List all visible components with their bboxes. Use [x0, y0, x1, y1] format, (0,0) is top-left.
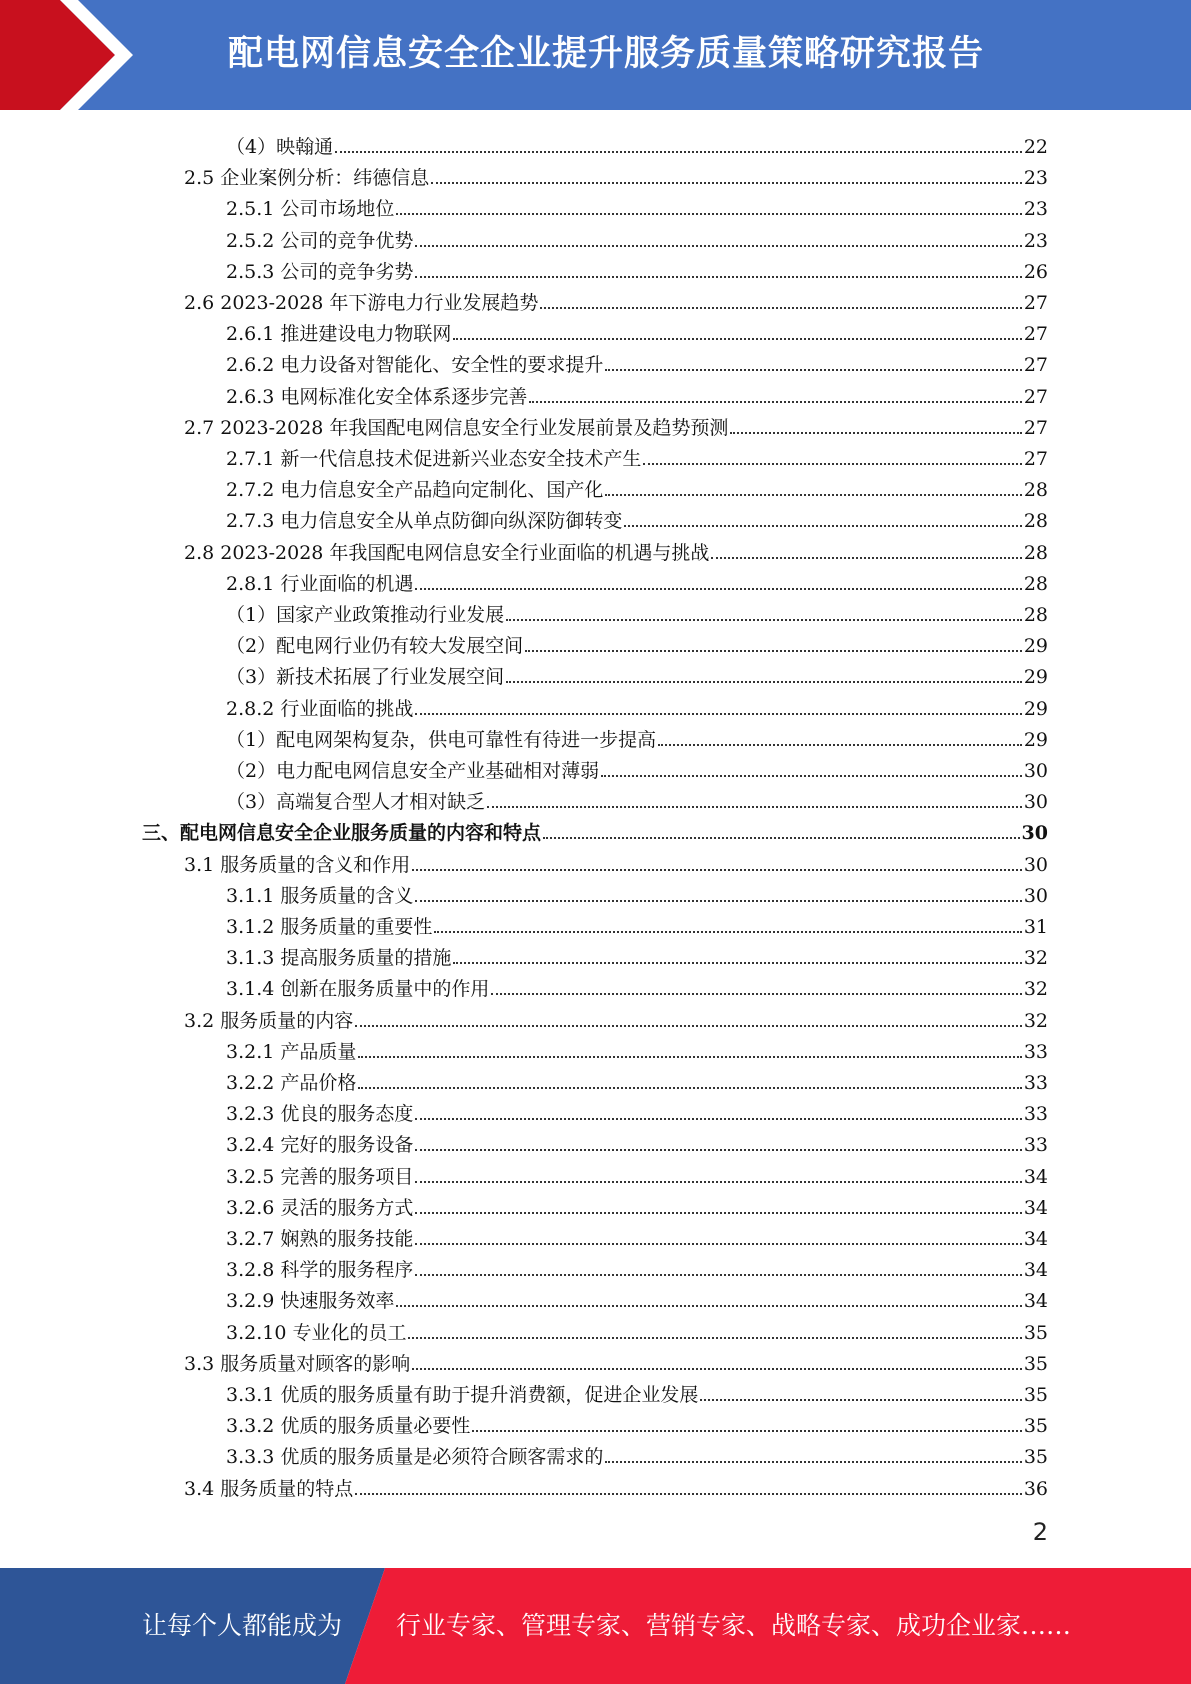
- toc-entry-label: 3.4 服务质量的特点: [184, 1477, 354, 1500]
- toc-entry-page: 28: [1023, 541, 1048, 564]
- toc-entry[interactable]: [226, 502, 1048, 533]
- toc-entry[interactable]: [226, 190, 1048, 221]
- toc-entry[interactable]: [226, 939, 1048, 970]
- toc-entry-page: 35: [1023, 1415, 1048, 1438]
- toc-entry-label: 2.7 2023-2028 年我国配电网信息安全行业发展前景及趋势预测: [184, 416, 729, 439]
- toc-entry-label: 3.2.9 快速服务效率: [226, 1290, 395, 1313]
- toc-entry[interactable]: [226, 253, 1048, 284]
- toc-dot-leader: [358, 1087, 1021, 1089]
- toc-entry-label: 3.2.2 产品价格: [226, 1072, 357, 1094]
- toc-dot-leader: [453, 338, 1021, 340]
- toc-entry[interactable]: [226, 1438, 1048, 1469]
- toc-dot-leader: [605, 369, 1021, 371]
- toc-entry-label: 2.7.2 电力信息安全产品趋向定制化、国产化: [226, 479, 604, 502]
- toc-entry[interactable]: [226, 908, 1048, 939]
- toc-entry[interactable]: [226, 1282, 1048, 1313]
- toc-entry-label: 3.1.4 创新在服务质量中的作用: [226, 978, 490, 1001]
- toc-entry-page: 34: [1023, 1259, 1048, 1282]
- toc-entry-page: 35: [1023, 1446, 1048, 1469]
- toc-entry-page: 27: [1023, 385, 1048, 408]
- toc-entry-page: 34: [1023, 1196, 1048, 1219]
- toc-entry-label: （1）国家产业政策推动行业发展: [226, 604, 505, 626]
- toc-entry[interactable]: [142, 814, 1048, 845]
- toc-dot-leader: [601, 775, 1022, 777]
- toc-entry-label: 3.2.10 专业化的员工: [226, 1321, 407, 1344]
- toc-dot-leader: [643, 463, 1021, 465]
- toc-entry-label: 2.6 2023-2028 年下游电力行业发展趋势: [184, 292, 539, 314]
- toc-entry-label: 3.2.1 产品质量: [226, 1040, 357, 1063]
- toc-entry-label: 3.1.1 服务质量的含义: [226, 884, 414, 907]
- toc-entry[interactable]: [226, 690, 1048, 721]
- toc-entry[interactable]: [226, 1251, 1048, 1282]
- toc-entry-page: 23: [1023, 229, 1048, 252]
- toc-entry-page: 30: [1023, 791, 1048, 814]
- toc-dot-leader: [543, 837, 1020, 839]
- toc-entry-page: 27: [1023, 448, 1048, 470]
- toc-entry[interactable]: [226, 222, 1048, 253]
- toc-dot-leader: [415, 1243, 1021, 1245]
- toc-dot-leader: [658, 744, 1022, 746]
- toc-entry[interactable]: [226, 440, 1048, 471]
- toc-entry-label: 3.2.4 完好的服务设备: [226, 1134, 414, 1157]
- toc-dot-leader: [605, 494, 1021, 496]
- toc-entry-page: 29: [1023, 666, 1048, 689]
- toc-entry-label: 3.2.3 优良的服务态度: [226, 1103, 414, 1126]
- toc-dot-leader: [415, 900, 1021, 902]
- toc-entry-page: 32: [1023, 947, 1048, 970]
- page-footer: [0, 1568, 1191, 1684]
- toc-dot-leader: [415, 713, 1021, 715]
- toc-entry[interactable]: [226, 877, 1048, 908]
- toc-dot-leader: [415, 276, 1021, 278]
- toc-entry-label: 2.8.1 行业面临的机遇: [226, 572, 414, 595]
- toc-entry-page: 22: [1023, 136, 1048, 158]
- toc-dot-leader: [358, 1056, 1021, 1058]
- toc-dot-leader: [506, 619, 1022, 621]
- toc-dot-leader: [529, 401, 1021, 403]
- toc-entry-label: 2.7.3 电力信息安全从单点防御向纵深防御转变: [226, 510, 623, 533]
- toc-dot-leader: [472, 1430, 1021, 1432]
- toc-entry[interactable]: [184, 284, 1048, 315]
- toc-entry[interactable]: [226, 721, 1048, 752]
- toc-entry-page: 33: [1023, 1134, 1048, 1157]
- toc-dot-leader: [355, 1493, 1022, 1495]
- toc-entry-label: 3.3.3 优质的服务质量是必须符合顾客需求的: [226, 1446, 604, 1469]
- toc-entry-label: 3.3 服务质量对顾客的影响: [184, 1352, 411, 1375]
- toc-entry[interactable]: [226, 658, 1048, 689]
- toc-entry-page: 34: [1023, 1228, 1048, 1250]
- toc-entry[interactable]: [184, 409, 1048, 440]
- toc-entry-label: 2.6.3 电网标准化安全体系逐步完善: [226, 385, 528, 408]
- toc-entry-label: 2.7.1 新一代信息技术促进新兴业态安全技术产生: [226, 448, 642, 470]
- toc-dot-leader: [396, 1305, 1021, 1307]
- toc-entry-page: 35: [1023, 1352, 1048, 1375]
- toc-entry[interactable]: [226, 1376, 1048, 1407]
- toc-dot-leader: [408, 1337, 1021, 1339]
- toc-entry[interactable]: [226, 783, 1048, 814]
- toc-entry[interactable]: [184, 1470, 1048, 1501]
- toc-entry[interactable]: [226, 970, 1048, 1001]
- toc-dot-leader: [412, 1368, 1022, 1370]
- toc-entry-page: 34: [1023, 1290, 1048, 1313]
- toc-entry-page: 30: [1023, 853, 1048, 876]
- toc-dot-leader: [540, 307, 1021, 309]
- toc-dot-leader: [412, 869, 1022, 871]
- toc-entry-page: 23: [1023, 167, 1048, 190]
- toc-entry-page: 26: [1023, 260, 1048, 283]
- report-title: 配电网信息安全企业提升服务质量策略研究报告: [228, 34, 985, 74]
- toc-entry-page: 33: [1023, 1072, 1048, 1094]
- toc-entry-label: 3.1.3 提高服务质量的措施: [226, 947, 452, 970]
- toc-entry[interactable]: [184, 846, 1048, 877]
- toc-entry-page: 36: [1023, 1477, 1048, 1500]
- toc-dot-leader: [415, 1274, 1021, 1276]
- toc-entry[interactable]: [226, 565, 1048, 596]
- toc-entry-page: 30: [1023, 760, 1048, 782]
- toc-entry-page: 31: [1023, 916, 1048, 938]
- toc-entry[interactable]: [226, 1064, 1048, 1095]
- toc-entry-page: 27: [1023, 416, 1048, 439]
- toc-dot-leader: [711, 557, 1021, 559]
- toc-entry-label: 2.6.2 电力设备对智能化、安全性的要求提升: [226, 354, 604, 377]
- toc-entry-page: 32: [1023, 1009, 1048, 1032]
- toc-entry-label: 2.6.1 推进建设电力物联网: [226, 323, 452, 346]
- page-number: 2: [1032, 1518, 1048, 1546]
- toc-entry-label: 2.5 企业案例分析：纬德信息: [184, 167, 430, 190]
- toc-entry-page: 28: [1023, 604, 1048, 626]
- toc-entry[interactable]: [226, 1407, 1048, 1438]
- footer-slogan-right: 行业专家、管理专家、营销专家、战略专家、成功企业家……: [396, 1611, 1072, 1640]
- toc-entry-label: （2）电力配电网信息安全产业基础相对薄弱: [226, 760, 600, 782]
- toc-entry-label: 3.2.8 科学的服务程序: [226, 1259, 414, 1282]
- toc-entry[interactable]: [184, 534, 1048, 565]
- toc-entry-page: 30: [1023, 884, 1048, 907]
- toc-entry-label: 3.2.6 灵活的服务方式: [226, 1196, 414, 1219]
- toc-entry[interactable]: [226, 346, 1048, 377]
- toc-dot-leader: [415, 1212, 1021, 1214]
- toc-entry[interactable]: [226, 1189, 1048, 1220]
- toc-entry[interactable]: [184, 1002, 1048, 1033]
- toc-entry-label: 2.5.3 公司的竞争劣势: [226, 260, 414, 283]
- toc-dot-leader: [700, 1399, 1021, 1401]
- toc-entry-page: 27: [1023, 292, 1048, 314]
- toc-entry-page: 35: [1023, 1384, 1048, 1406]
- toc-dot-leader: [434, 931, 1021, 933]
- toc-dot-leader: [415, 1149, 1021, 1151]
- toc-entry[interactable]: [226, 315, 1048, 346]
- toc-dot-leader: [624, 525, 1021, 527]
- toc-entry-label: （3）新技术拓展了行业发展空间: [226, 666, 505, 689]
- toc-entry-label: 3.2 服务质量的内容: [184, 1009, 354, 1032]
- toc-dot-leader: [506, 681, 1022, 683]
- toc-entry[interactable]: [226, 128, 1048, 159]
- toc-entry[interactable]: [226, 1033, 1048, 1064]
- toc-dot-leader: [415, 1118, 1021, 1120]
- toc-entry[interactable]: [226, 1220, 1048, 1251]
- toc-entry-page: 33: [1023, 1040, 1048, 1063]
- toc-dot-leader: [415, 245, 1021, 247]
- toc-entry-page: 29: [1023, 728, 1048, 751]
- toc-dot-leader: [487, 806, 1022, 808]
- toc-dot-leader: [605, 1461, 1021, 1463]
- toc-entry[interactable]: [226, 378, 1048, 409]
- toc-dot-leader: [415, 588, 1021, 590]
- toc-dot-leader: [415, 1181, 1021, 1183]
- toc-entry[interactable]: [226, 1095, 1048, 1126]
- toc-entry-label: 3.1.2 服务质量的重要性: [226, 916, 433, 938]
- toc-entry-label: 3.2.5 完善的服务项目: [226, 1165, 414, 1188]
- toc-entry-page: 30: [1021, 822, 1048, 845]
- toc-entry-page: 28: [1023, 572, 1048, 595]
- toc-dot-leader: [730, 432, 1021, 434]
- footer-slogan-left: 让每个人都能成为: [142, 1611, 343, 1640]
- toc-entry-page: 29: [1023, 635, 1048, 658]
- toc-entry-label: （2）配电网行业仍有较大发展空间: [226, 635, 524, 658]
- toc-entry-label: （4）映翰通: [226, 136, 334, 158]
- toc-entry[interactable]: [226, 471, 1048, 502]
- toc-entry-label: 3.1 服务质量的含义和作用: [184, 853, 411, 876]
- toc-entry-label: 2.8.2 行业面临的挑战: [226, 697, 414, 720]
- toc-dot-leader: [396, 213, 1021, 215]
- toc-entry-page: 23: [1023, 198, 1048, 221]
- toc-entry[interactable]: [226, 627, 1048, 658]
- toc-entry-label: 2.5.1 公司市场地位: [226, 198, 395, 221]
- toc-entry-label: 三、配电网信息安全企业服务质量的内容和特点: [142, 822, 542, 845]
- red-chevron-logo: [0, 0, 160, 110]
- toc-entry[interactable]: [226, 752, 1048, 783]
- toc-dot-leader: [431, 182, 1022, 184]
- toc-entry[interactable]: [226, 596, 1048, 627]
- toc-entry[interactable]: [226, 1314, 1048, 1345]
- toc-entry-page: 33: [1023, 1103, 1048, 1126]
- toc-entry-label: 3.3.1 优质的服务质量有助于提升消费额，促进企业发展: [226, 1384, 699, 1406]
- toc-entry-page: 29: [1023, 697, 1048, 720]
- toc-entry-page: 35: [1023, 1321, 1048, 1344]
- toc-entry-page: 34: [1023, 1165, 1048, 1188]
- toc-entry-label: （3）高端复合型人才相对缺乏: [226, 791, 486, 814]
- toc-dot-leader: [335, 151, 1022, 153]
- toc-entry-page: 27: [1023, 323, 1048, 346]
- toc-entry-label: 3.2.7 娴熟的服务技能: [226, 1228, 414, 1250]
- toc-entry-label: 2.8 2023-2028 年我国配电网信息安全行业面临的机遇与挑战: [184, 541, 710, 564]
- toc-entry[interactable]: [226, 1126, 1048, 1157]
- toc-entry-label: 2.5.2 公司的竞争优势: [226, 229, 414, 252]
- toc-dot-leader: [453, 962, 1021, 964]
- toc-dot-leader: [491, 993, 1021, 995]
- toc-entry-page: 28: [1023, 479, 1048, 502]
- toc-entry[interactable]: [184, 1345, 1048, 1376]
- toc-dot-leader: [525, 650, 1022, 652]
- toc-entry-label: 3.3.2 优质的服务质量必要性: [226, 1415, 471, 1438]
- toc-entry[interactable]: [226, 1158, 1048, 1189]
- toc-entry-page: 27: [1023, 354, 1048, 377]
- toc-entry-page: 28: [1023, 510, 1048, 533]
- toc-entry-label: （1）配电网架构复杂，供电可靠性有待进一步提高: [226, 728, 657, 751]
- page-header: [0, 0, 1191, 110]
- toc-entry[interactable]: [184, 159, 1048, 190]
- toc-dot-leader: [355, 1025, 1022, 1027]
- toc-entry-page: 32: [1023, 978, 1048, 1001]
